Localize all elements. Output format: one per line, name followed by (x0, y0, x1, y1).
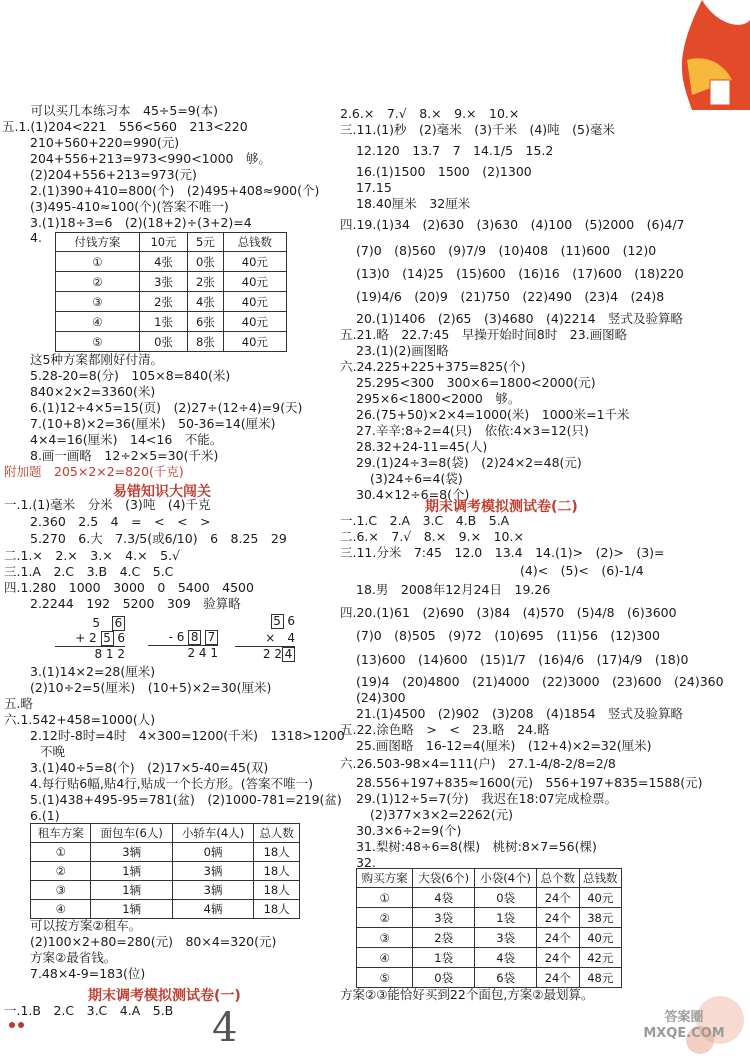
text-line: (24)300 (356, 690, 406, 705)
table-header: 大袋(6个) (413, 869, 475, 888)
table-header: 面包车(6人) (91, 824, 172, 843)
section-title: 期末调考模拟测试卷(二) (425, 499, 578, 515)
text-line: 18.男 2008年12月24日 19.26 (356, 582, 551, 597)
text-line: 210+560+220=990(元) (30, 135, 180, 150)
text-line: (19)4 (20)4800 (21)4000 (22)3000 (23)600 (24)360 (356, 674, 724, 689)
rent-table (30, 823, 300, 919)
text-line: 2.12时-8时=4时 4×300=1200(千米) 1318>1200 (30, 728, 345, 743)
table-row: ⑤ 0张 8张 40元 (56, 332, 287, 352)
payment-table (55, 232, 287, 352)
text-line: (7)0 (8)505 (9)72 (10)695 (11)56 (12)300 (356, 628, 660, 643)
text-line: 6.(1)12÷4×5=15(页) (2)27÷(12÷4)=9(天) (30, 400, 303, 415)
text-line: 17.15 (356, 180, 392, 195)
text-line: 30.3×6÷2=9(个) (356, 823, 462, 838)
section-title: 易错知识大闯关 (113, 484, 211, 500)
text-line: 六.24.225+225+375=825(个) (340, 359, 526, 374)
text-line: 23.(1)(2)画图略 (356, 343, 449, 358)
table-row: ② 1辆 3辆 18人 (31, 862, 300, 881)
text-line: 25.画图略 16-12=4(厘米) (12+4)×2=32(厘米) (356, 738, 652, 753)
text-line: 附加题 205×2×2=820(千克) (4, 464, 184, 479)
table-header: 租车方案 (31, 824, 91, 843)
table-row: ④ 1袋 4袋 24个 42元 (357, 948, 622, 968)
text-line: 27.辛辛:8÷2=4(只) 依依:4×3=12(只) (356, 423, 589, 438)
vertical-calc-b: - 6 8 7 2 4 1 (148, 630, 218, 660)
text-line: 3.(1)14×2=28(厘米) (30, 664, 156, 679)
text-line: 16.(1)1500 1500 (2)1300 (356, 164, 532, 179)
text-line: 6.(1) (30, 808, 60, 823)
text-line: 840×2×2=3360(米) (30, 384, 156, 399)
text-line: 7.(10+8)×2=36(厘米) 50-36=14(厘米) (30, 416, 276, 431)
table-row: ① 4袋 0袋 24个 40元 (357, 888, 622, 908)
text-line: 五.21.略 22.7:45 早操开始时间8时 23.画图略 (340, 327, 628, 342)
text-line: 25.295<300 300×6=1800<2000(元) (356, 375, 596, 390)
text-line: 5.270 6.大 7.3/5(或6/10) 6 8.25 29 (30, 531, 287, 546)
text-line: 4.每行贴6幅,贴4行,贴成一个长方形。(答案不唯一) (30, 776, 314, 791)
table-row: ③ 2张 4张 40元 (56, 292, 287, 312)
table-row: ④ 1张 6张 40元 (56, 312, 287, 332)
text-line: 不晚 (40, 744, 66, 759)
table-header: 5元 (188, 233, 223, 252)
text-line: 20.(1)1406 (2)65 (3)4680 (4)2214 竖式及验算略 (356, 311, 684, 326)
text-line: 8.画一画略 12÷2×5=30(千米) (30, 448, 219, 463)
table-header: 10元 (139, 233, 187, 252)
text-line: 三.11.分米 7:45 12.0 13.4 14.(1)> (2)> (3)= (340, 545, 665, 560)
text-line: 21.(1)4500 (2)902 (3)208 (4)1854 竖式及验算略 (356, 706, 684, 721)
question-number: 4. (30, 230, 42, 245)
text-line: 2.6.× 7.√ 8.× 9.× 10.× (340, 106, 520, 121)
text-line: (19)4/6 (20)9 (21)750 (22)490 (23)4 (24)8 (356, 289, 665, 304)
text-line: (2)204+556+213=973(元) (30, 167, 197, 182)
text-line: 7.48×4-9=183(位) (30, 966, 146, 981)
text-line: (7)0 (8)560 (9)7/9 (10)408 (11)600 (12)0 (356, 243, 657, 258)
text-line: 可以买几本练习本 45÷5=9(本) (18, 103, 219, 118)
text-line: 5.28-20=8(分) 105×8=840(米) (30, 368, 231, 383)
text-line: 31.梨树:48÷6=8(棵) 桃树:8×7=56(棵) (356, 839, 597, 854)
text-line: 四.20.(1)61 (2)690 (3)84 (4)570 (5)4/8 (6)3600 (340, 605, 677, 620)
text-line: (3)24÷6=4(袋) (370, 471, 463, 486)
text-line: (13)600 (14)600 (15)1/7 (16)4/6 (17)4/9 (18)0 (356, 652, 689, 667)
text-line: 2.2244 192 5200 309 验算略 (30, 596, 241, 611)
text-line: 四.1.280 1000 3000 0 5400 4500 (4, 580, 254, 595)
text-line: 30.4×12÷6=8(个) (356, 487, 470, 502)
text-line: 五.1.(1)204<221 556<560 213<220 (2, 119, 248, 134)
handwritten-page-mark: 4 (212, 1005, 238, 1051)
text-line: 28.32+24-11=45(人) (356, 439, 488, 454)
text-line: 4×4=16(厘米) 14<16 不能。 (30, 432, 223, 447)
text-line: 三.11.(1)秒 (2)毫米 (3)千米 (4)吨 (5)毫米 (340, 122, 615, 137)
text-line: (2)10÷2=5(厘米) (10+5)×2=30(厘米) (30, 680, 272, 695)
table-row: ① 4张 0张 40元 (56, 252, 287, 272)
text-line: 可以按方案②租车。 (30, 918, 142, 933)
table-header: 总个数 (537, 869, 579, 888)
text-line: 3.(1)40÷5=8(个) (2)17×5-40=45(双) (30, 760, 269, 775)
table-row: ③ 2袋 3袋 24个 40元 (357, 928, 622, 948)
table-header: 小轿车(4人) (172, 824, 253, 843)
table-row: ④ 1辆 4辆 18人 (31, 900, 300, 919)
text-line: (2)377×3×2=2262(元) (370, 807, 513, 822)
text-line: 一.1.(1)毫米 分米 (3)吨 (4)千克 (4, 497, 211, 512)
table-row: ② 3袋 1袋 24个 38元 (357, 908, 622, 928)
text-line: 5.(1)438+495-95=781(盆) (2)1000-781=219(盆) (30, 792, 342, 807)
text-line: 四.19.(1)34 (2)630 (3)630 (4)100 (5)2000 (6)4/7 (340, 217, 685, 232)
watermark-text: 答案圈 MXQE.COM (643, 1010, 725, 1041)
text-line: 一.1.C 2.A 3.C 4.B 5.A (340, 513, 510, 528)
text-line: 12.120 13.7 7 14.1/5 15.2 (356, 143, 554, 158)
text-line: 3.(1)18÷3=6 (2)(18+2)÷(3+2)=4 (30, 215, 252, 230)
text-line: (4)< (5)< (6)-1/4 (520, 563, 644, 578)
vertical-calc-c: 5 6 × 4 2 2 4 (235, 614, 295, 662)
text-line: (3)495-410≈100(个)(答案不唯一) (30, 199, 229, 214)
table-row: ③ 1辆 3辆 18人 (31, 881, 300, 900)
text-line: 二.1.× 2.× 3.× 4.× 5.√ (4, 548, 180, 563)
table-header: 小袋(4个) (475, 869, 537, 888)
text-line: 32. (356, 855, 376, 870)
watermark-logo (620, 990, 748, 1056)
text-line: 204+556+213=973<990<1000 够。 (30, 151, 271, 166)
text-line: 这5种方案都刚好付清。 (30, 352, 163, 367)
text-line: 二.6.× 7.√ 8.× 9.× 10.× (340, 529, 524, 544)
text-line: 六.1.542+458=1000(人) (4, 712, 156, 727)
text-line: 2.(1)390+410=800(个) (2)495+408≈900(个) (30, 183, 320, 198)
text-line: 五.略 (4, 696, 33, 711)
table-header: 总钱数 (223, 233, 286, 252)
text-line: 方案②最省钱。 (30, 950, 117, 965)
table-header: 总人数 (254, 824, 300, 843)
table-row: ⑤ 0袋 6袋 24个 48元 (357, 968, 622, 988)
decorative-dots-icon (8, 1020, 28, 1030)
table-header: 总钱数 (579, 869, 621, 888)
text-line: 五.22.涂色略 > < 23.略 24.略 (340, 722, 550, 737)
table-header: 购买方案 (357, 869, 413, 888)
text-line: 295×6<1800<2000 够。 (356, 391, 521, 406)
text-line: 六.26.503-98×4=111(户) 27.1-4/8-2/8=2/8 (340, 756, 616, 771)
text-line: 18.40厘米 32厘米 (356, 196, 471, 211)
text-line: 29.(1)24÷3=8(袋) (2)24×2=48(元) (356, 455, 582, 470)
text-line: 三.1.A 2.C 3.B 4.C 5.C (4, 564, 174, 579)
table-row: ② 3张 2张 40元 (56, 272, 287, 292)
text-line: (13)0 (14)25 (15)600 (16)16 (17)600 (18)220 (356, 266, 684, 281)
text-line: 2.360 2.5 4 = < < > (30, 514, 211, 529)
table-header: 付钱方案 (56, 233, 140, 252)
table-row: ① 3辆 0辆 18人 (31, 843, 300, 862)
text-line: 26.(75+50)×2×4=1000(米) 1000米=1千米 (356, 407, 630, 422)
text-line: (2)100×2+80=280(元) 80×4=320(元) (30, 934, 277, 949)
vertical-calc-a: 5 6 + 2 5 6 8 1 2 (55, 614, 125, 661)
text-line: 28.556+197+835≈1600(元) 556+197+835=1588(元) (356, 775, 703, 790)
text-line: 29.(1)12÷5=7(分) 我迟在18:07完成检票。 (356, 791, 618, 806)
decorative-ornament-icon (662, 0, 750, 110)
text-line: 方案②③能恰好买到22个面包,方案②最划算。 (340, 987, 594, 1002)
section-title: 期末调考模拟测试卷(一) (88, 988, 241, 1004)
text-line: 一.1.B 2.C 3.C 4.A 5.B (4, 1003, 174, 1018)
purchase-table (356, 868, 622, 988)
